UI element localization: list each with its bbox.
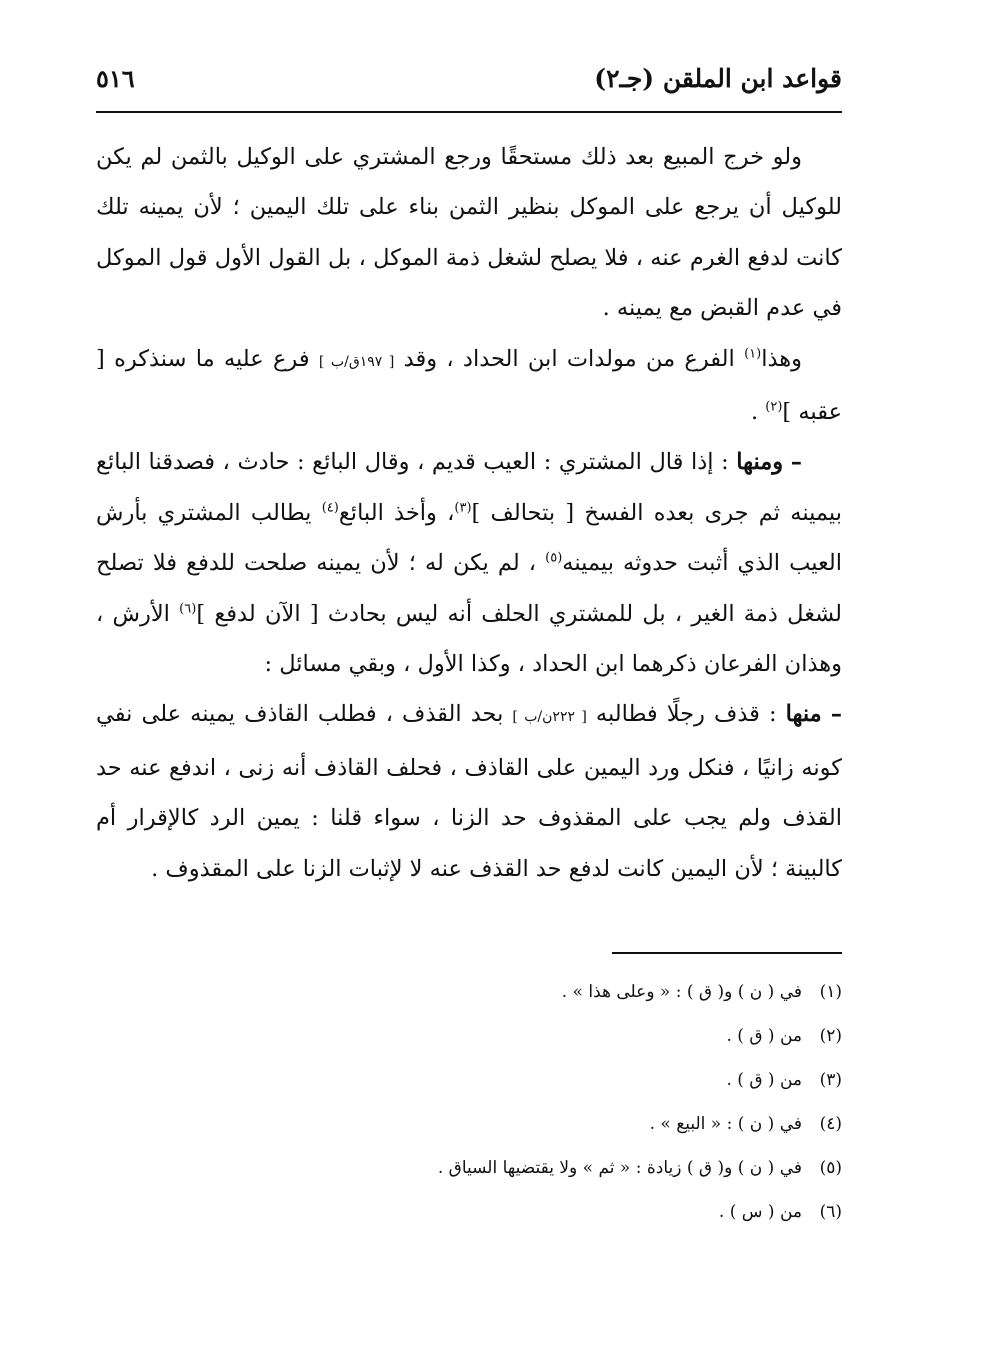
manuscript-marker: [ ١٩٧ق/ب ] bbox=[318, 353, 395, 370]
footnote-number: (١) bbox=[819, 982, 842, 1002]
paragraph-2 bbox=[96, 334, 842, 438]
paragraph-4 bbox=[96, 689, 842, 894]
paragraph-2-text-d: . bbox=[750, 399, 766, 426]
paragraph-3-text-e: الأرش ، وهذان الفرعان ذكرهما ابن الحداد ، وكذا الأول ، وبقي مسائل : bbox=[96, 600, 842, 678]
footnote-text: في ( ن ) و( ق ) : « وعلى هذا » . bbox=[561, 982, 802, 1002]
paragraph-1-text: ولو خرج المبيع بعد ذلك مستحقًا ورجع المشتري على الوكيل بالثمن لم يكن للوكيل أن يرجع على الموكل بنظير الثمن بناء على تلك اليمين ؛ لأن يمينه تلك كانت لدفع الغرم عنه ، فلا يصلح لشغل ذمة الموكل ، بل القول الأول قول الموكل في عدم القبض مع يمينه . bbox=[96, 144, 842, 322]
footnote-number: (٦) bbox=[819, 1202, 842, 1222]
footnote-ref-4: (٤) bbox=[321, 500, 339, 516]
paragraph-3 bbox=[96, 437, 842, 689]
footnote-text: من ( ق ) . bbox=[726, 1070, 802, 1090]
paragraph-3-text-a: : إذا قال المشتري : العيب قديم ، وقال البائع : حادث ، فصدقنا البائع بيمينه ثم جرى بعده الفسخ [ بتحالف ] bbox=[96, 449, 842, 526]
footnote bbox=[96, 1146, 842, 1190]
footnote-number: (٤) bbox=[819, 1114, 842, 1134]
paragraph-2-text-a: وهذا bbox=[761, 345, 802, 372]
paragraph-3-dash: – bbox=[790, 449, 802, 476]
footnote-number: (٣) bbox=[819, 1070, 842, 1090]
footnote bbox=[96, 1058, 842, 1102]
footnote-text: من ( ق ) . bbox=[726, 1026, 802, 1046]
footnote bbox=[96, 970, 842, 1014]
paragraph-1 bbox=[96, 132, 842, 334]
manuscript-marker: [ ٢٢٢ن/ب ] bbox=[512, 709, 587, 726]
footnote-text: في ( ن ) : « البيع » . bbox=[649, 1114, 802, 1134]
paragraph-2-text-c: فرع عليه ما سنذكره [ عقبه ] bbox=[96, 345, 842, 426]
footnote bbox=[96, 1014, 842, 1058]
footnote bbox=[96, 1190, 842, 1234]
main-text bbox=[96, 132, 842, 894]
running-title: قواعد ابن الملقن (جـ٢) bbox=[594, 64, 842, 93]
page-number: ٥١٦ bbox=[96, 64, 135, 93]
paragraph-3-text-b: ، وأخذ البائع bbox=[338, 499, 455, 526]
page-header bbox=[96, 60, 842, 104]
footnote-ref-3: (٣) bbox=[454, 500, 472, 516]
footnote-number: (٢) bbox=[819, 1026, 842, 1046]
paragraph-2-text-b: الفرع من مولدات ابن الحداد ، وقد bbox=[394, 345, 745, 372]
paragraph-4-text-a: : قذف رجلًا فطالبه bbox=[586, 701, 786, 728]
footnote-number: (٥) bbox=[819, 1158, 842, 1178]
paragraph-4-lead: منها bbox=[785, 701, 822, 728]
paragraph-3-lead: ومنها bbox=[736, 449, 784, 476]
footnote-text: من ( س ) . bbox=[718, 1202, 802, 1222]
footnotes bbox=[96, 970, 842, 1234]
paragraph-4-dash: – bbox=[830, 701, 843, 728]
footnote bbox=[96, 1102, 842, 1146]
footnote-ref-2: (٢) bbox=[765, 399, 783, 415]
footnote-ref-5: (٥) bbox=[545, 550, 563, 566]
paragraph-3-text-c: يطالب المشتري بأرش العيب الذي أثبت حدوثه بيمينه bbox=[96, 499, 842, 577]
footnote-divider bbox=[612, 952, 842, 954]
paragraph-3-text-d: ، لم يكن له ؛ لأن يمينه صلحت للدفع فلا تصلح لشغل ذمة الغير ، بل للمشتري الحلف أنه ليس بحادث [ الآن لدفع ] bbox=[96, 550, 843, 627]
footnote-ref-6: (٦) bbox=[179, 601, 197, 617]
header-divider bbox=[96, 111, 842, 113]
paragraph-4-text-b: بحد القذف ، فطلب القاذف يمينه على نفي كونه زانيًا ، فنكل ورد اليمين على القاذف ، فحلف القاذف أنه زنى ، اندفع عنه حد القذف ولم يجب على المقذوف حد الزنا ، سواء قلنا : يمين الرد كالإقرار أم كالبينة ؛ لأن اليمين كانت لدفع حد القذف عنه لا لإثبات الزنا على المقذوف . bbox=[96, 701, 842, 882]
footnote-text: في ( ن ) و( ق ) زيادة : « ثم » ولا يقتضيها السياق . bbox=[437, 1158, 802, 1178]
footnote-ref-1: (١) bbox=[744, 346, 762, 362]
